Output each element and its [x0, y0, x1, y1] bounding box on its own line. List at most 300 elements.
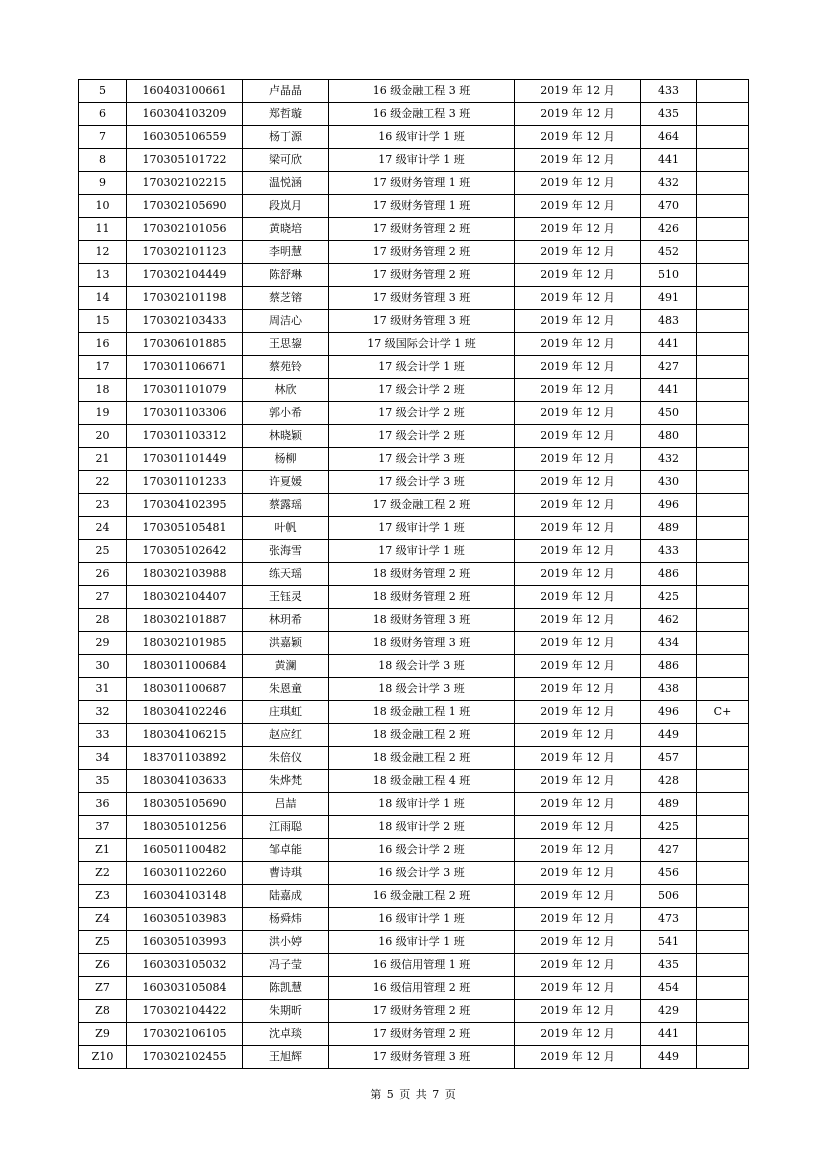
student-name-cell: 杨丁源 — [243, 126, 329, 149]
student-id-cell: 180304102246 — [127, 701, 243, 724]
student-name-cell: 陈凯慧 — [243, 977, 329, 1000]
student-name-cell: 许夏媛 — [243, 471, 329, 494]
score-cell: 470 — [641, 195, 697, 218]
student-id-cell: 170302104422 — [127, 1000, 243, 1023]
student-name-cell: 蔡芝镕 — [243, 287, 329, 310]
grade-cell — [697, 333, 749, 356]
class-name-cell: 16 级金融工程 3 班 — [329, 80, 515, 103]
student-id-cell: 180305101256 — [127, 816, 243, 839]
exam-date-cell: 2019 年 12 月 — [515, 770, 641, 793]
row-number-cell: Z10 — [79, 1046, 127, 1069]
student-id-cell: 170302106105 — [127, 1023, 243, 1046]
exam-date-cell: 2019 年 12 月 — [515, 149, 641, 172]
class-name-cell: 17 级金融工程 2 班 — [329, 494, 515, 517]
class-name-cell: 17 级会计学 2 班 — [329, 402, 515, 425]
exam-date-cell: 2019 年 12 月 — [515, 540, 641, 563]
class-name-cell: 17 级审计学 1 班 — [329, 149, 515, 172]
grade-cell — [697, 471, 749, 494]
student-name-cell: 江雨聪 — [243, 816, 329, 839]
score-cell: 489 — [641, 793, 697, 816]
row-number-cell: 22 — [79, 471, 127, 494]
row-number-cell: 34 — [79, 747, 127, 770]
table-row — [79, 448, 749, 471]
table-row — [79, 356, 749, 379]
exam-date-cell: 2019 年 12 月 — [515, 931, 641, 954]
score-cell: 489 — [641, 517, 697, 540]
table-body — [79, 80, 749, 1069]
student-id-cell: 180301100687 — [127, 678, 243, 701]
class-name-cell: 17 级财务管理 1 班 — [329, 195, 515, 218]
grade-cell — [697, 632, 749, 655]
row-number-cell: 10 — [79, 195, 127, 218]
table-row — [79, 241, 749, 264]
student-name-cell: 赵应红 — [243, 724, 329, 747]
grade-cell — [697, 908, 749, 931]
exam-date-cell: 2019 年 12 月 — [515, 172, 641, 195]
grade-cell — [697, 494, 749, 517]
class-name-cell: 17 级财务管理 2 班 — [329, 1023, 515, 1046]
student-name-cell: 杨柳 — [243, 448, 329, 471]
exam-date-cell: 2019 年 12 月 — [515, 287, 641, 310]
class-name-cell: 18 级审计学 2 班 — [329, 816, 515, 839]
exam-date-cell: 2019 年 12 月 — [515, 655, 641, 678]
table-row — [79, 793, 749, 816]
table-row — [79, 655, 749, 678]
row-number-cell: 36 — [79, 793, 127, 816]
exam-date-cell: 2019 年 12 月 — [515, 126, 641, 149]
student-id-cell: 180301100684 — [127, 655, 243, 678]
table-row — [79, 80, 749, 103]
exam-date-cell: 2019 年 12 月 — [515, 1000, 641, 1023]
class-name-cell: 16 级金融工程 3 班 — [329, 103, 515, 126]
grade-cell — [697, 724, 749, 747]
score-cell: 456 — [641, 862, 697, 885]
student-id-cell: 180302101985 — [127, 632, 243, 655]
student-name-cell: 李明慧 — [243, 241, 329, 264]
table-row — [79, 977, 749, 1000]
student-id-cell: 180304106215 — [127, 724, 243, 747]
grade-cell — [697, 356, 749, 379]
grade-cell — [697, 264, 749, 287]
student-id-cell: 160304103209 — [127, 103, 243, 126]
score-cell: 441 — [641, 333, 697, 356]
grade-cell — [697, 885, 749, 908]
table-row — [79, 724, 749, 747]
student-id-cell: 180304103633 — [127, 770, 243, 793]
score-cell: 473 — [641, 908, 697, 931]
score-cell: 438 — [641, 678, 697, 701]
score-cell: 432 — [641, 172, 697, 195]
table-row — [79, 816, 749, 839]
grade-cell — [697, 425, 749, 448]
grade-cell — [697, 678, 749, 701]
student-id-cell: 170306101885 — [127, 333, 243, 356]
table-row — [79, 839, 749, 862]
grade-cell — [697, 816, 749, 839]
student-name-cell: 梁可欣 — [243, 149, 329, 172]
class-name-cell: 18 级会计学 3 班 — [329, 678, 515, 701]
exam-date-cell: 2019 年 12 月 — [515, 379, 641, 402]
class-name-cell: 17 级财务管理 3 班 — [329, 310, 515, 333]
score-cell: 435 — [641, 954, 697, 977]
row-number-cell: 16 — [79, 333, 127, 356]
class-name-cell: 18 级金融工程 2 班 — [329, 724, 515, 747]
student-id-cell: 170302102455 — [127, 1046, 243, 1069]
student-id-cell: 160303105084 — [127, 977, 243, 1000]
class-name-cell: 17 级审计学 1 班 — [329, 517, 515, 540]
grade-cell — [697, 1000, 749, 1023]
exam-date-cell: 2019 年 12 月 — [515, 586, 641, 609]
table-row — [79, 264, 749, 287]
table-row — [79, 701, 749, 724]
grade-cell — [697, 655, 749, 678]
row-number-cell: Z7 — [79, 977, 127, 1000]
grade-cell — [697, 747, 749, 770]
class-name-cell: 17 级会计学 2 班 — [329, 425, 515, 448]
student-id-cell: 180302103988 — [127, 563, 243, 586]
student-name-cell: 邹卓能 — [243, 839, 329, 862]
class-name-cell: 16 级金融工程 2 班 — [329, 885, 515, 908]
row-number-cell: 29 — [79, 632, 127, 655]
class-name-cell: 17 级会计学 3 班 — [329, 471, 515, 494]
grade-cell — [697, 80, 749, 103]
student-id-cell: 170302104449 — [127, 264, 243, 287]
score-cell: 506 — [641, 885, 697, 908]
row-number-cell: 35 — [79, 770, 127, 793]
score-cell: 429 — [641, 1000, 697, 1023]
exam-date-cell: 2019 年 12 月 — [515, 333, 641, 356]
exam-date-cell: 2019 年 12 月 — [515, 885, 641, 908]
score-cell: 426 — [641, 218, 697, 241]
class-name-cell: 16 级信用管理 1 班 — [329, 954, 515, 977]
student-id-cell: 160305103983 — [127, 908, 243, 931]
row-number-cell: 6 — [79, 103, 127, 126]
student-id-cell: 170305102642 — [127, 540, 243, 563]
student-name-cell: 段岚月 — [243, 195, 329, 218]
grade-cell — [697, 954, 749, 977]
student-name-cell: 林晓颖 — [243, 425, 329, 448]
student-name-cell: 蔡苑铃 — [243, 356, 329, 379]
student-name-cell: 吕喆 — [243, 793, 329, 816]
student-id-cell: 160305106559 — [127, 126, 243, 149]
class-name-cell: 18 级会计学 3 班 — [329, 655, 515, 678]
row-number-cell: Z5 — [79, 931, 127, 954]
grade-cell — [697, 218, 749, 241]
class-name-cell: 18 级金融工程 2 班 — [329, 747, 515, 770]
grade-cell — [697, 126, 749, 149]
table-row — [79, 586, 749, 609]
student-name-cell: 练天瑶 — [243, 563, 329, 586]
table-row — [79, 609, 749, 632]
grade-cell — [697, 563, 749, 586]
grade-cell — [697, 977, 749, 1000]
grade-cell — [697, 402, 749, 425]
grade-cell: C+ — [697, 701, 749, 724]
student-name-cell: 冯子莹 — [243, 954, 329, 977]
student-name-cell: 沈卓琰 — [243, 1023, 329, 1046]
student-id-cell: 160303105032 — [127, 954, 243, 977]
grade-cell — [697, 839, 749, 862]
table-row — [79, 126, 749, 149]
score-cell: 486 — [641, 563, 697, 586]
grade-cell — [697, 586, 749, 609]
grade-cell — [697, 172, 749, 195]
row-number-cell: 33 — [79, 724, 127, 747]
exam-date-cell: 2019 年 12 月 — [515, 241, 641, 264]
row-number-cell: 13 — [79, 264, 127, 287]
student-id-cell: 170305101722 — [127, 149, 243, 172]
class-name-cell: 16 级审计学 1 班 — [329, 908, 515, 931]
class-name-cell: 16 级会计学 3 班 — [329, 862, 515, 885]
grade-cell — [697, 931, 749, 954]
table-row — [79, 540, 749, 563]
class-name-cell: 16 级审计学 1 班 — [329, 126, 515, 149]
row-number-cell: 27 — [79, 586, 127, 609]
exam-date-cell: 2019 年 12 月 — [515, 195, 641, 218]
class-name-cell: 16 级审计学 1 班 — [329, 931, 515, 954]
exam-date-cell: 2019 年 12 月 — [515, 632, 641, 655]
student-id-cell: 170305105481 — [127, 517, 243, 540]
score-cell: 541 — [641, 931, 697, 954]
class-name-cell: 18 级审计学 1 班 — [329, 793, 515, 816]
student-id-cell: 170302101198 — [127, 287, 243, 310]
row-number-cell: Z4 — [79, 908, 127, 931]
exam-date-cell: 2019 年 12 月 — [515, 471, 641, 494]
student-name-cell: 周洁心 — [243, 310, 329, 333]
grade-cell — [697, 287, 749, 310]
grade-cell — [697, 540, 749, 563]
exam-date-cell: 2019 年 12 月 — [515, 517, 641, 540]
class-name-cell: 18 级财务管理 2 班 — [329, 563, 515, 586]
exam-date-cell: 2019 年 12 月 — [515, 264, 641, 287]
student-id-cell: 170301101449 — [127, 448, 243, 471]
table-row — [79, 632, 749, 655]
score-cell: 430 — [641, 471, 697, 494]
exam-date-cell: 2019 年 12 月 — [515, 1023, 641, 1046]
grade-cell — [697, 379, 749, 402]
row-number-cell: 25 — [79, 540, 127, 563]
exam-date-cell: 2019 年 12 月 — [515, 310, 641, 333]
class-name-cell: 17 级财务管理 1 班 — [329, 172, 515, 195]
exam-date-cell: 2019 年 12 月 — [515, 448, 641, 471]
table-row — [79, 425, 749, 448]
class-name-cell: 17 级国际会计学 1 班 — [329, 333, 515, 356]
exam-date-cell: 2019 年 12 月 — [515, 103, 641, 126]
score-cell: 427 — [641, 356, 697, 379]
table-row — [79, 1046, 749, 1069]
grade-cell — [697, 1046, 749, 1069]
score-cell: 425 — [641, 586, 697, 609]
exam-date-cell: 2019 年 12 月 — [515, 862, 641, 885]
exam-date-cell: 2019 年 12 月 — [515, 425, 641, 448]
row-number-cell: 15 — [79, 310, 127, 333]
table-row — [79, 770, 749, 793]
score-cell: 464 — [641, 126, 697, 149]
exam-date-cell: 2019 年 12 月 — [515, 1046, 641, 1069]
score-cell: 454 — [641, 977, 697, 1000]
grade-cell — [697, 609, 749, 632]
student-id-cell: 160305103993 — [127, 931, 243, 954]
score-table — [78, 79, 749, 1069]
table-row — [79, 333, 749, 356]
class-name-cell: 17 级财务管理 2 班 — [329, 1000, 515, 1023]
score-cell: 441 — [641, 379, 697, 402]
score-cell: 450 — [641, 402, 697, 425]
exam-date-cell: 2019 年 12 月 — [515, 793, 641, 816]
class-name-cell: 17 级会计学 1 班 — [329, 356, 515, 379]
table-row — [79, 287, 749, 310]
table-row — [79, 678, 749, 701]
score-cell: 491 — [641, 287, 697, 310]
row-number-cell: Z3 — [79, 885, 127, 908]
student-name-cell: 张海雪 — [243, 540, 329, 563]
student-name-cell: 卢晶晶 — [243, 80, 329, 103]
student-id-cell: 180302104407 — [127, 586, 243, 609]
student-name-cell: 温悦涵 — [243, 172, 329, 195]
table-row — [79, 218, 749, 241]
exam-date-cell: 2019 年 12 月 — [515, 563, 641, 586]
student-id-cell: 170302101123 — [127, 241, 243, 264]
student-name-cell: 郑哲璇 — [243, 103, 329, 126]
class-name-cell: 17 级财务管理 2 班 — [329, 241, 515, 264]
class-name-cell: 17 级会计学 3 班 — [329, 448, 515, 471]
class-name-cell: 16 级会计学 2 班 — [329, 839, 515, 862]
exam-date-cell: 2019 年 12 月 — [515, 80, 641, 103]
student-name-cell: 王思鋆 — [243, 333, 329, 356]
row-number-cell: 18 — [79, 379, 127, 402]
table-row — [79, 908, 749, 931]
row-number-cell: 23 — [79, 494, 127, 517]
exam-date-cell: 2019 年 12 月 — [515, 908, 641, 931]
grade-cell — [697, 517, 749, 540]
student-name-cell: 庄琪虹 — [243, 701, 329, 724]
row-number-cell: 7 — [79, 126, 127, 149]
class-name-cell: 17 级财务管理 3 班 — [329, 287, 515, 310]
exam-date-cell: 2019 年 12 月 — [515, 747, 641, 770]
score-cell: 449 — [641, 724, 697, 747]
student-name-cell: 朱倍仪 — [243, 747, 329, 770]
row-number-cell: 32 — [79, 701, 127, 724]
table-row — [79, 494, 749, 517]
student-name-cell: 林玥希 — [243, 609, 329, 632]
row-number-cell: 19 — [79, 402, 127, 425]
table-row — [79, 563, 749, 586]
student-id-cell: 170302102215 — [127, 172, 243, 195]
student-id-cell: 183701103892 — [127, 747, 243, 770]
grade-cell — [697, 149, 749, 172]
score-cell: 452 — [641, 241, 697, 264]
student-id-cell: 180302101887 — [127, 609, 243, 632]
score-cell: 433 — [641, 540, 697, 563]
student-name-cell: 黄澜 — [243, 655, 329, 678]
score-cell: 434 — [641, 632, 697, 655]
class-name-cell: 17 级财务管理 3 班 — [329, 1046, 515, 1069]
score-cell: 441 — [641, 1023, 697, 1046]
class-name-cell: 18 级财务管理 3 班 — [329, 609, 515, 632]
student-id-cell: 170304102395 — [127, 494, 243, 517]
exam-date-cell: 2019 年 12 月 — [515, 402, 641, 425]
table-row — [79, 517, 749, 540]
grade-cell — [697, 862, 749, 885]
score-cell: 435 — [641, 103, 697, 126]
exam-date-cell: 2019 年 12 月 — [515, 839, 641, 862]
table-row — [79, 195, 749, 218]
exam-date-cell: 2019 年 12 月 — [515, 678, 641, 701]
row-number-cell: 5 — [79, 80, 127, 103]
student-name-cell: 陆嘉成 — [243, 885, 329, 908]
grade-cell — [697, 1023, 749, 1046]
row-number-cell: Z8 — [79, 1000, 127, 1023]
student-name-cell: 洪嘉颖 — [243, 632, 329, 655]
score-cell: 449 — [641, 1046, 697, 1069]
grade-cell — [697, 195, 749, 218]
student-id-cell: 170301101079 — [127, 379, 243, 402]
score-cell: 428 — [641, 770, 697, 793]
exam-date-cell: 2019 年 12 月 — [515, 218, 641, 241]
score-cell: 441 — [641, 149, 697, 172]
exam-date-cell: 2019 年 12 月 — [515, 977, 641, 1000]
row-number-cell: 20 — [79, 425, 127, 448]
page-footer: 第 5 页 共 7 页 — [370, 1088, 457, 1101]
student-name-cell: 陈舒琳 — [243, 264, 329, 287]
class-name-cell: 18 级财务管理 2 班 — [329, 586, 515, 609]
class-name-cell: 17 级审计学 1 班 — [329, 540, 515, 563]
table-row — [79, 103, 749, 126]
student-id-cell: 170301106671 — [127, 356, 243, 379]
row-number-cell: 17 — [79, 356, 127, 379]
row-number-cell: 24 — [79, 517, 127, 540]
student-name-cell: 曹诗琪 — [243, 862, 329, 885]
table-row — [79, 149, 749, 172]
score-cell: 462 — [641, 609, 697, 632]
score-cell: 433 — [641, 80, 697, 103]
row-number-cell: 14 — [79, 287, 127, 310]
table-row — [79, 402, 749, 425]
table-row — [79, 310, 749, 333]
grade-cell — [697, 448, 749, 471]
class-name-cell: 17 级财务管理 2 班 — [329, 264, 515, 287]
grade-cell — [697, 103, 749, 126]
score-cell: 457 — [641, 747, 697, 770]
row-number-cell: 37 — [79, 816, 127, 839]
student-id-cell: 170301103312 — [127, 425, 243, 448]
class-name-cell: 18 级财务管理 3 班 — [329, 632, 515, 655]
table-row — [79, 172, 749, 195]
row-number-cell: 28 — [79, 609, 127, 632]
grade-cell — [697, 310, 749, 333]
student-name-cell: 林欣 — [243, 379, 329, 402]
student-name-cell: 王旭辉 — [243, 1046, 329, 1069]
grade-cell — [697, 241, 749, 264]
class-name-cell: 17 级会计学 2 班 — [329, 379, 515, 402]
student-name-cell: 朱烨梵 — [243, 770, 329, 793]
row-number-cell: Z9 — [79, 1023, 127, 1046]
table-row — [79, 1000, 749, 1023]
score-cell: 486 — [641, 655, 697, 678]
student-id-cell: 160301102260 — [127, 862, 243, 885]
exam-date-cell: 2019 年 12 月 — [515, 954, 641, 977]
row-number-cell: 9 — [79, 172, 127, 195]
student-id-cell: 160403100661 — [127, 80, 243, 103]
class-name-cell: 18 级金融工程 4 班 — [329, 770, 515, 793]
table-row — [79, 1023, 749, 1046]
class-name-cell: 16 级信用管理 2 班 — [329, 977, 515, 1000]
student-name-cell: 朱恩童 — [243, 678, 329, 701]
table-row — [79, 862, 749, 885]
exam-date-cell: 2019 年 12 月 — [515, 609, 641, 632]
student-id-cell: 170302101056 — [127, 218, 243, 241]
table-row — [79, 954, 749, 977]
